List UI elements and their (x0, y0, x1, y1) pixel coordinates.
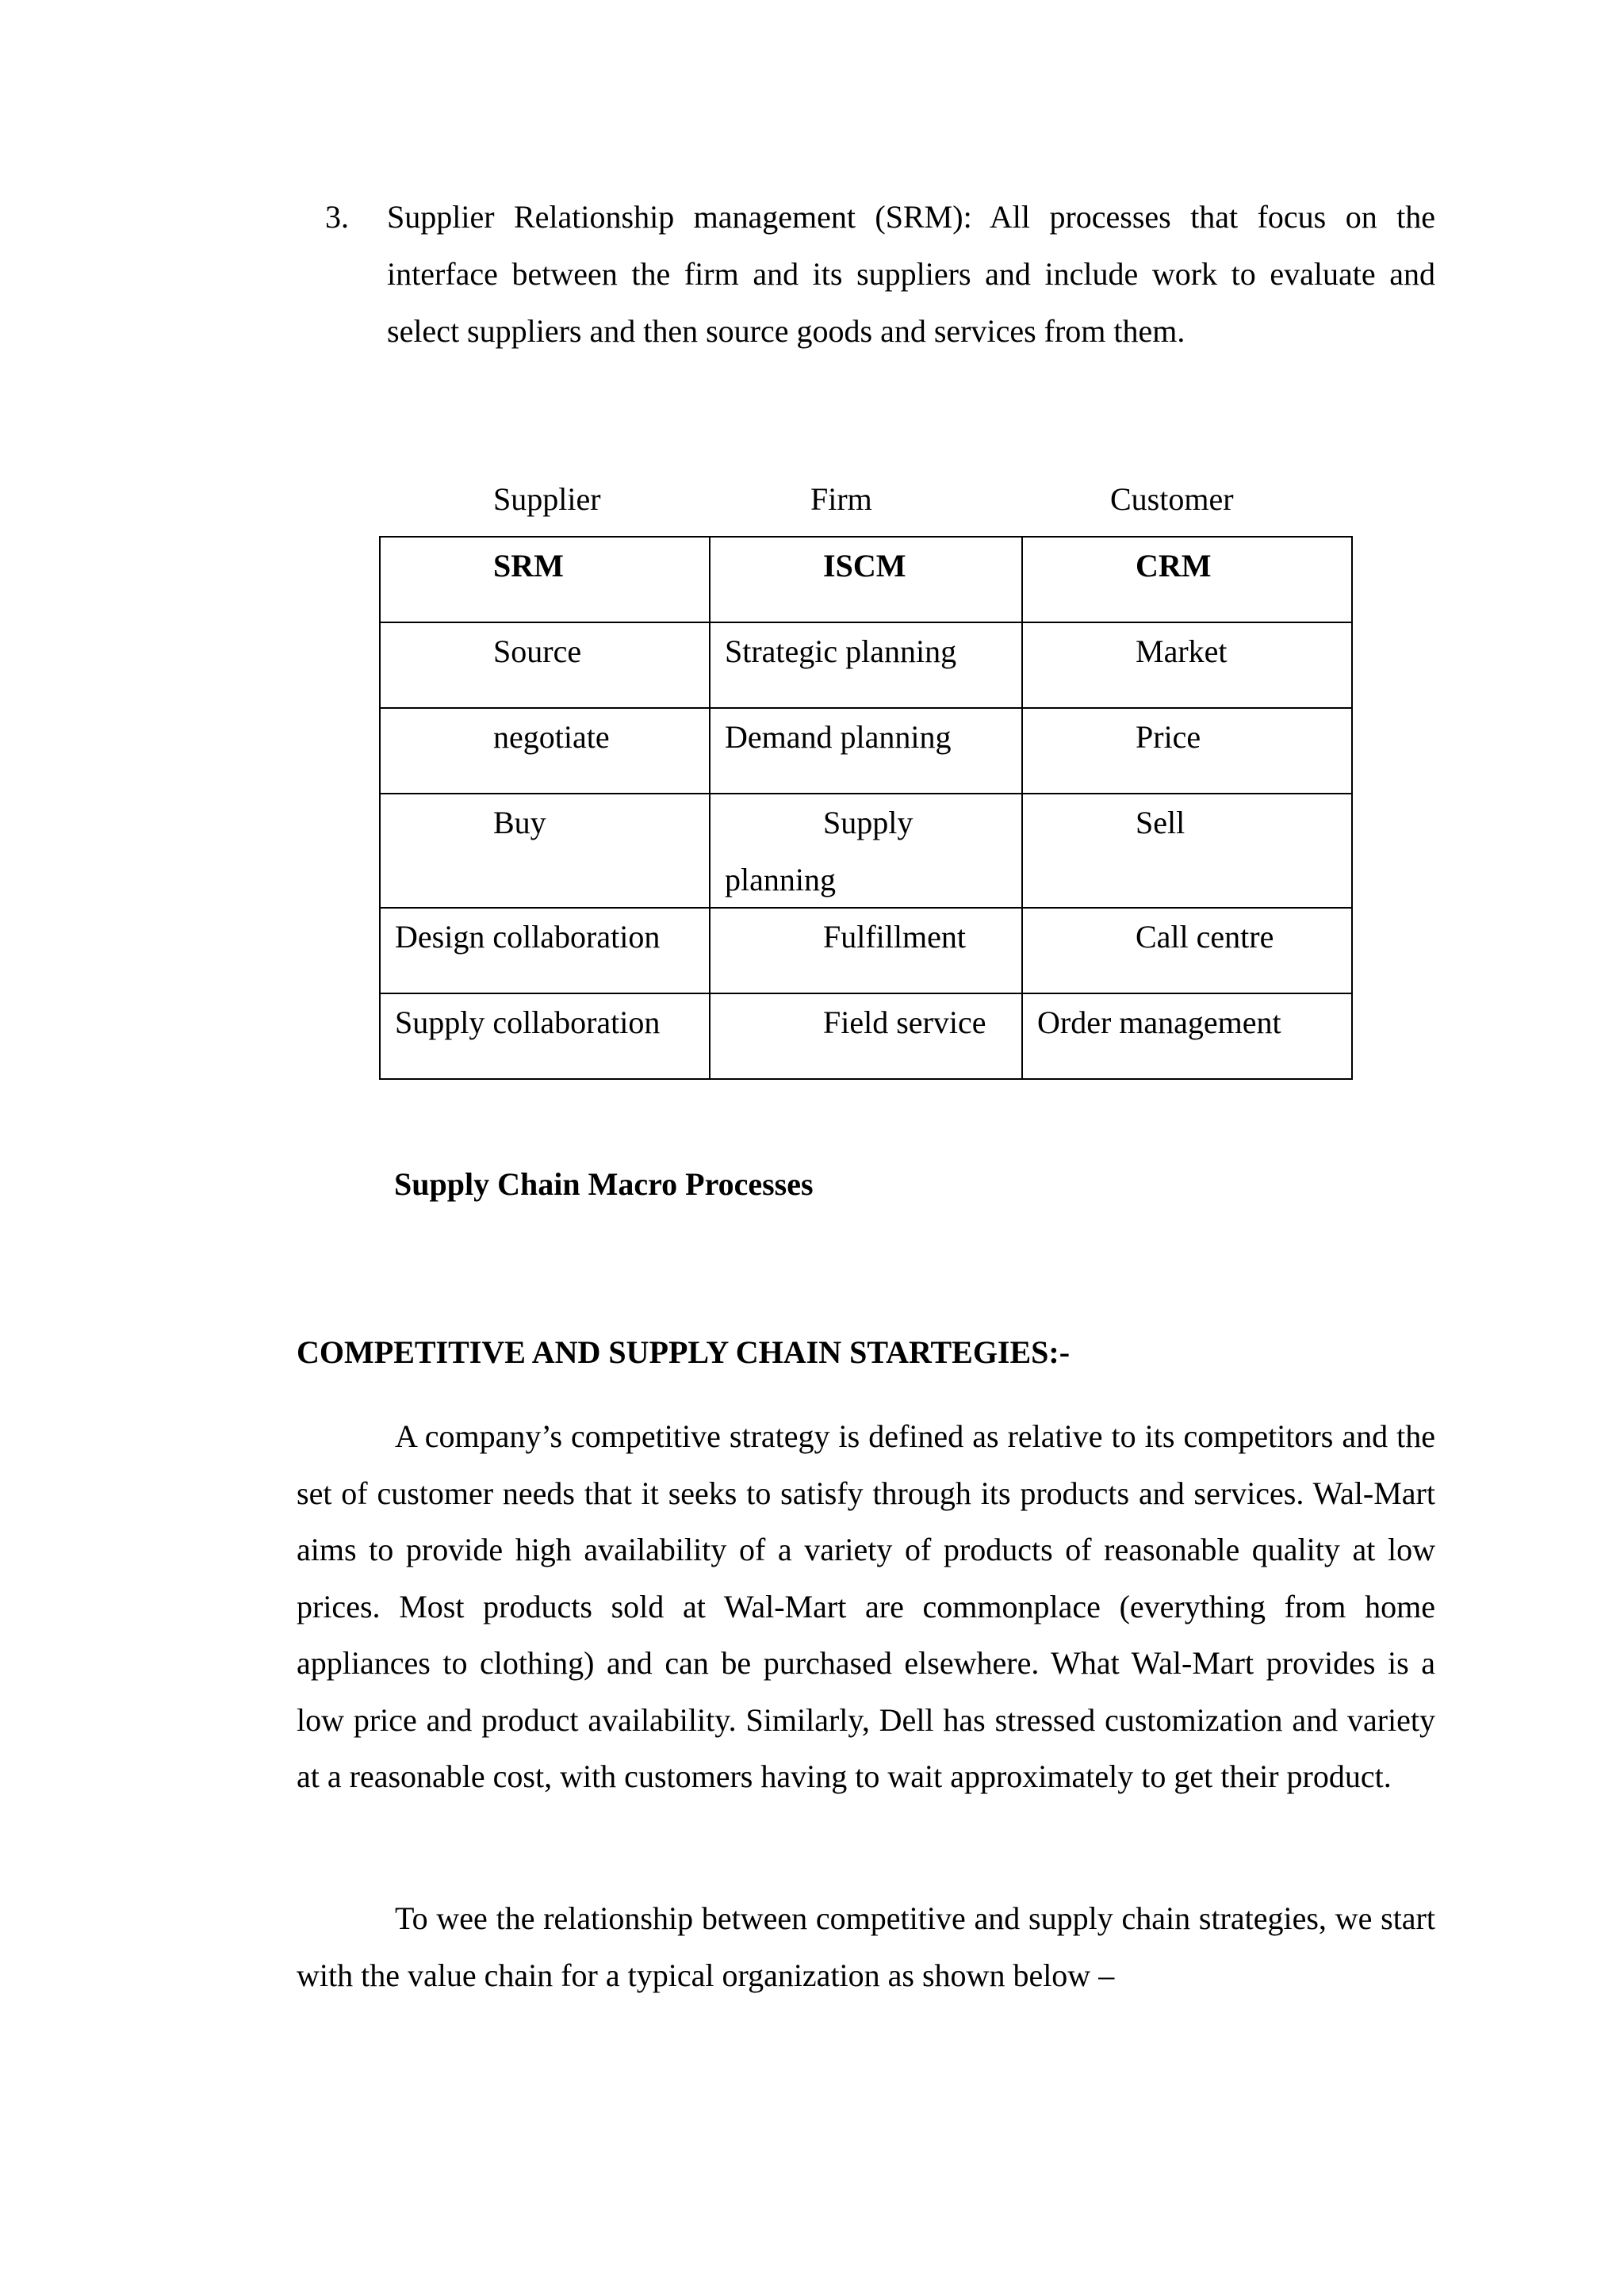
column-label-customer: Customer (1110, 481, 1234, 517)
table-cell (1022, 908, 1352, 993)
macro-processes-table (379, 536, 1353, 1080)
table-cell (710, 794, 1022, 908)
table-cell (1022, 622, 1352, 708)
cell-text: Source (493, 633, 582, 669)
cell-text: Order management (1037, 1004, 1281, 1040)
cell-text: Supply collaboration (395, 1004, 661, 1040)
table-row (380, 622, 1352, 708)
column-label-firm: Firm (810, 481, 872, 517)
table-header-cell (1022, 537, 1352, 622)
table-cell (1022, 993, 1352, 1079)
cell-text: Sell (1136, 805, 1185, 840)
table-cell (380, 908, 710, 993)
body-paragraph: To wee the relationship between competitive and supply chain strategies, we start with the value chain for a typical organization as shown below – (297, 1900, 1435, 1993)
cell-text: Call centre (1136, 919, 1274, 955)
table-cell (380, 622, 710, 708)
list-item-number: 3. (325, 199, 349, 235)
table-caption: Supply Chain Macro Processes (394, 1166, 814, 1202)
cell-text: Market (1136, 633, 1228, 669)
table-row (380, 993, 1352, 1079)
cell-text: Demand planning (725, 719, 952, 755)
header-crm: CRM (1136, 548, 1212, 584)
table-cell (710, 993, 1022, 1079)
table-cell (380, 993, 710, 1079)
table-cell (1022, 794, 1352, 908)
header-iscm: ISCM (823, 548, 906, 584)
table-cell (710, 622, 1022, 708)
cell-text: Buy (493, 805, 546, 840)
table-cell (380, 794, 710, 908)
table-row (380, 794, 1352, 908)
table-header-cell (380, 537, 710, 622)
cell-text: Design collaboration (395, 919, 661, 955)
table-cell (1022, 708, 1352, 794)
cell-text: negotiate (493, 719, 610, 755)
table-header-cell (710, 537, 1022, 622)
section-heading: COMPETITIVE AND SUPPLY CHAIN STARTEGIES:- (297, 1334, 1071, 1370)
cell-text: Fulfillment (823, 919, 966, 955)
cell-text: Field service (823, 1004, 986, 1040)
cell-text: Strategic planning (725, 633, 957, 669)
table-row (380, 708, 1352, 794)
list-item-text: Supplier Relationship management (SRM): All processes that focus on the interface between the firm and its suppliers and include work to evaluate and select suppliers and then source goods and services from them. (387, 199, 1435, 349)
cell-text: Price (1136, 719, 1201, 755)
header-srm: SRM (493, 548, 564, 584)
table-cell (710, 908, 1022, 993)
column-label-supplier: Supplier (493, 481, 601, 517)
table-header-row (380, 537, 1352, 622)
cell-text: Supply planning (725, 805, 914, 897)
table-cell (380, 708, 710, 794)
body-paragraph: A company’s competitive strategy is defined as relative to its competitors and the set of customer needs that it seeks to satisfy through its products and services. Wal-Mart aims to provide high availability of a variety of products of reasonable quality at low prices. Most products sold at Wal-Mart are commonplace (everything from home appliances to clothing) and can be purchased elsewhere. What Wal-Mart provides is a low price and product availability. Similarly, Dell has stressed customization and variety at a reasonable cost, with customers having to wait approximately to get their product. (297, 1418, 1435, 1794)
table-row (380, 908, 1352, 993)
table-cell (710, 708, 1022, 794)
